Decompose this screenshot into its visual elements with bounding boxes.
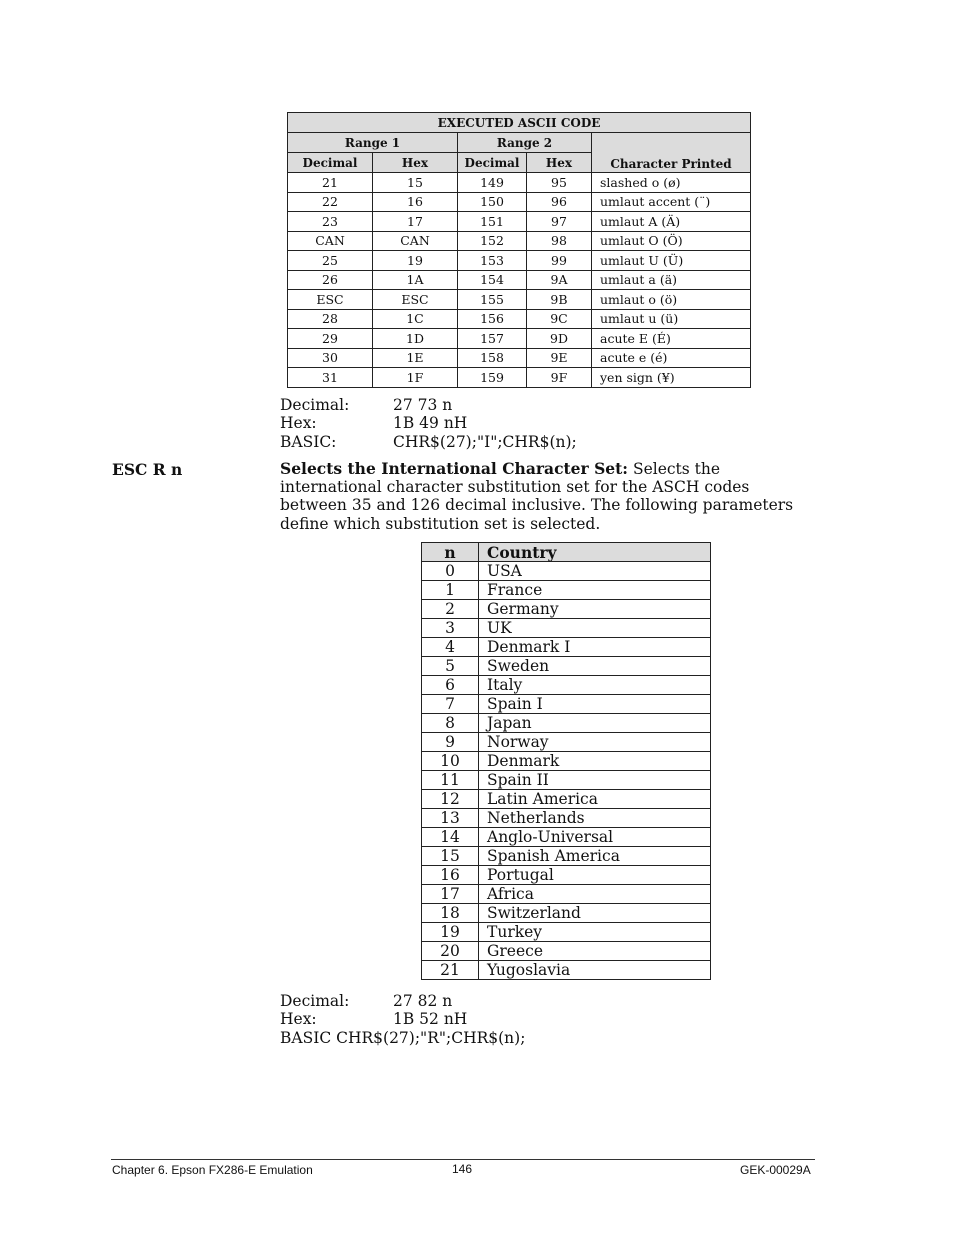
range1-hex-cell: 16 (373, 192, 458, 212)
basic-label: BASIC: (280, 433, 337, 451)
table-row (422, 695, 711, 714)
range1-decimal-cell: 31 (288, 368, 373, 388)
footer-doc-id: GEK-00029A (740, 1163, 811, 1177)
ascii-table-title: EXECUTED ASCII CODE (288, 113, 751, 133)
country-cell: Italy (479, 676, 711, 695)
country-cell: Denmark I (479, 638, 711, 657)
n-cell: 8 (422, 714, 479, 733)
decimal-label: Decimal: (280, 992, 350, 1010)
range2-hex-cell: 99 (527, 251, 592, 271)
range1-decimal-cell: 25 (288, 251, 373, 271)
range2-hex-cell: 9D (527, 329, 592, 349)
table-row (422, 733, 711, 752)
table-row (422, 581, 711, 600)
range1-header: Range 1 (288, 133, 458, 153)
country-cell: Netherlands (479, 809, 711, 828)
range2-decimal-cell: 149 (458, 173, 527, 193)
character-printed-cell: umlaut a (ä) (592, 270, 751, 290)
table-row (422, 866, 711, 885)
range2-decimal-cell: 158 (458, 348, 527, 368)
n-cell: 1 (422, 581, 479, 600)
table-row (422, 771, 711, 790)
country-cell: Anglo-Universal (479, 828, 711, 847)
character-printed-cell: umlaut u (ü) (592, 309, 751, 329)
n-cell: 9 (422, 733, 479, 752)
decimal-label: Decimal: (280, 396, 350, 414)
esc-i-hex-line (280, 414, 467, 432)
n-cell: 21 (422, 961, 479, 980)
n-cell: 19 (422, 923, 479, 942)
range2-decimal-cell: 159 (458, 368, 527, 388)
range2-hex-cell: 9E (527, 348, 592, 368)
range1-hex-cell: 1A (373, 270, 458, 290)
esc-r-hex-line (280, 1010, 467, 1028)
table-row (288, 173, 751, 193)
table-row (422, 961, 711, 980)
range2-hex-cell: 95 (527, 173, 592, 193)
basic-value: CHR$(27);"I";CHR$(n); (393, 433, 577, 451)
n-header: n (422, 543, 479, 562)
range2-hex-cell: 97 (527, 212, 592, 232)
esc-r-decimal-line (280, 992, 452, 1010)
range2-decimal-cell: 152 (458, 231, 527, 251)
country-cell: Switzerland (479, 904, 711, 923)
range2-decimal-cell: 154 (458, 270, 527, 290)
n-cell: 3 (422, 619, 479, 638)
range1-hex-cell: ESC (373, 290, 458, 310)
ascii-code-table (287, 112, 751, 388)
n-cell: 7 (422, 695, 479, 714)
n-cell: 2 (422, 600, 479, 619)
table-row (288, 329, 751, 349)
table-row (288, 290, 751, 310)
range1-decimal-cell: 28 (288, 309, 373, 329)
hex-label: Hex: (280, 1010, 317, 1028)
country-cell: Spanish America (479, 847, 711, 866)
range1-decimal-cell: 29 (288, 329, 373, 349)
n-cell: 17 (422, 885, 479, 904)
table-row (422, 600, 711, 619)
range1-hex-cell: 1E (373, 348, 458, 368)
table-row (422, 923, 711, 942)
esc-i-decimal-line (280, 396, 452, 414)
country-cell: Turkey (479, 923, 711, 942)
esc-r-heading: Selects the International Character Set: (280, 459, 629, 478)
range2-decimal-cell: 150 (458, 192, 527, 212)
table-row (422, 638, 711, 657)
hex-value: 1B 52 nH (393, 1010, 468, 1028)
country-cell: Africa (479, 885, 711, 904)
country-cell: Latin America (479, 790, 711, 809)
range2-hex-cell: 9F (527, 368, 592, 388)
range2-decimal-cell: 151 (458, 212, 527, 232)
range1-hex-cell: 19 (373, 251, 458, 271)
range1-hex-cell: CAN (373, 231, 458, 251)
range2-hex-cell: 9A (527, 270, 592, 290)
footer-chapter: Chapter 6. Epson FX286-E Emulation (112, 1163, 313, 1177)
table-row (422, 885, 711, 904)
country-cell: Denmark (479, 752, 711, 771)
n-cell: 10 (422, 752, 479, 771)
esc-r-basic-line: BASIC CHR$(27);"R";CHR$(n); (280, 1029, 526, 1047)
table-row (422, 676, 711, 695)
table-row (422, 942, 711, 961)
hex-value: 1B 49 nH (393, 414, 468, 432)
decimal-value: 27 82 n (393, 992, 453, 1010)
range1-hex-cell: 1F (373, 368, 458, 388)
table-row (288, 192, 751, 212)
character-printed-cell: umlaut o (ö) (592, 290, 751, 310)
country-cell: Sweden (479, 657, 711, 676)
range2-hex-cell: 9B (527, 290, 592, 310)
n-cell: 0 (422, 562, 479, 581)
country-table (421, 542, 711, 980)
country-cell: Spain I (479, 695, 711, 714)
n-cell: 12 (422, 790, 479, 809)
character-printed-cell: acute e (é) (592, 348, 751, 368)
table-row (288, 251, 751, 271)
range2-decimal-cell: 157 (458, 329, 527, 349)
range1-hex-cell: 1C (373, 309, 458, 329)
hex-header: Hex (373, 153, 458, 173)
range2-hex-cell: 9C (527, 309, 592, 329)
country-cell: USA (479, 562, 711, 581)
range2-hex-cell: 98 (527, 231, 592, 251)
decimal-header: Decimal (288, 153, 373, 173)
table-row (422, 790, 711, 809)
country-cell: UK (479, 619, 711, 638)
table-row (422, 828, 711, 847)
table-row (288, 368, 751, 388)
country-cell: Greece (479, 942, 711, 961)
character-printed-cell: umlaut U (Ü) (592, 251, 751, 271)
country-header: Country (479, 543, 711, 562)
n-cell: 16 (422, 866, 479, 885)
character-printed-cell: umlaut A (Ä) (592, 212, 751, 232)
range1-decimal-cell: 21 (288, 173, 373, 193)
country-cell: France (479, 581, 711, 600)
n-cell: 14 (422, 828, 479, 847)
n-cell: 11 (422, 771, 479, 790)
country-cell: Norway (479, 733, 711, 752)
footer-divider (111, 1159, 815, 1160)
n-cell: 18 (422, 904, 479, 923)
n-cell: 5 (422, 657, 479, 676)
character-printed-cell: acute E (É) (592, 329, 751, 349)
range1-decimal-cell: 30 (288, 348, 373, 368)
table-row (422, 904, 711, 923)
esc-r-description (280, 460, 820, 533)
table-row (288, 348, 751, 368)
esc-r-body: Selects the international character substitution set for the ASCH codes between 35 and 126 decimal inclusive. The following parameters define which substitution set is selected. (280, 460, 794, 533)
range1-decimal-cell: CAN (288, 231, 373, 251)
esc-i-basic-line (280, 433, 577, 451)
hex-label: Hex: (280, 414, 317, 432)
table-row (422, 847, 711, 866)
character-printed-cell: umlaut accent (¨) (592, 192, 751, 212)
n-cell: 15 (422, 847, 479, 866)
range1-decimal-cell: 26 (288, 270, 373, 290)
table-row (422, 809, 711, 828)
decimal-value: 27 73 n (393, 396, 453, 414)
decimal-header: Decimal (458, 153, 527, 173)
range1-decimal-cell: 23 (288, 212, 373, 232)
range2-header: Range 2 (458, 133, 592, 153)
character-printed-cell: umlaut O (Ö) (592, 231, 751, 251)
n-cell: 4 (422, 638, 479, 657)
character-printed-cell: yen sign (¥) (592, 368, 751, 388)
table-row (288, 231, 751, 251)
country-cell: Yugoslavia (479, 961, 711, 980)
table-row (288, 212, 751, 232)
range1-hex-cell: 15 (373, 173, 458, 193)
range2-decimal-cell: 155 (458, 290, 527, 310)
table-row (422, 562, 711, 581)
table-row (288, 309, 751, 329)
country-cell: Spain II (479, 771, 711, 790)
range1-decimal-cell: 22 (288, 192, 373, 212)
footer-page-number: 146 (452, 1162, 473, 1176)
n-cell: 13 (422, 809, 479, 828)
country-cell: Portugal (479, 866, 711, 885)
character-printed-cell: slashed o (ø) (592, 173, 751, 193)
country-cell: Japan (479, 714, 711, 733)
range2-decimal-cell: 156 (458, 309, 527, 329)
table-row (288, 270, 751, 290)
n-cell: 20 (422, 942, 479, 961)
range2-hex-cell: 96 (527, 192, 592, 212)
table-row (422, 714, 711, 733)
character-printed-header: Character Printed (592, 133, 751, 173)
country-cell: Germany (479, 600, 711, 619)
range1-decimal-cell: ESC (288, 290, 373, 310)
esc-r-command-label: ESC R n (112, 460, 183, 479)
table-row (422, 752, 711, 771)
range1-hex-cell: 17 (373, 212, 458, 232)
table-row (422, 619, 711, 638)
n-cell: 6 (422, 676, 479, 695)
range1-hex-cell: 1D (373, 329, 458, 349)
table-row (422, 657, 711, 676)
hex-header: Hex (527, 153, 592, 173)
range2-decimal-cell: 153 (458, 251, 527, 271)
